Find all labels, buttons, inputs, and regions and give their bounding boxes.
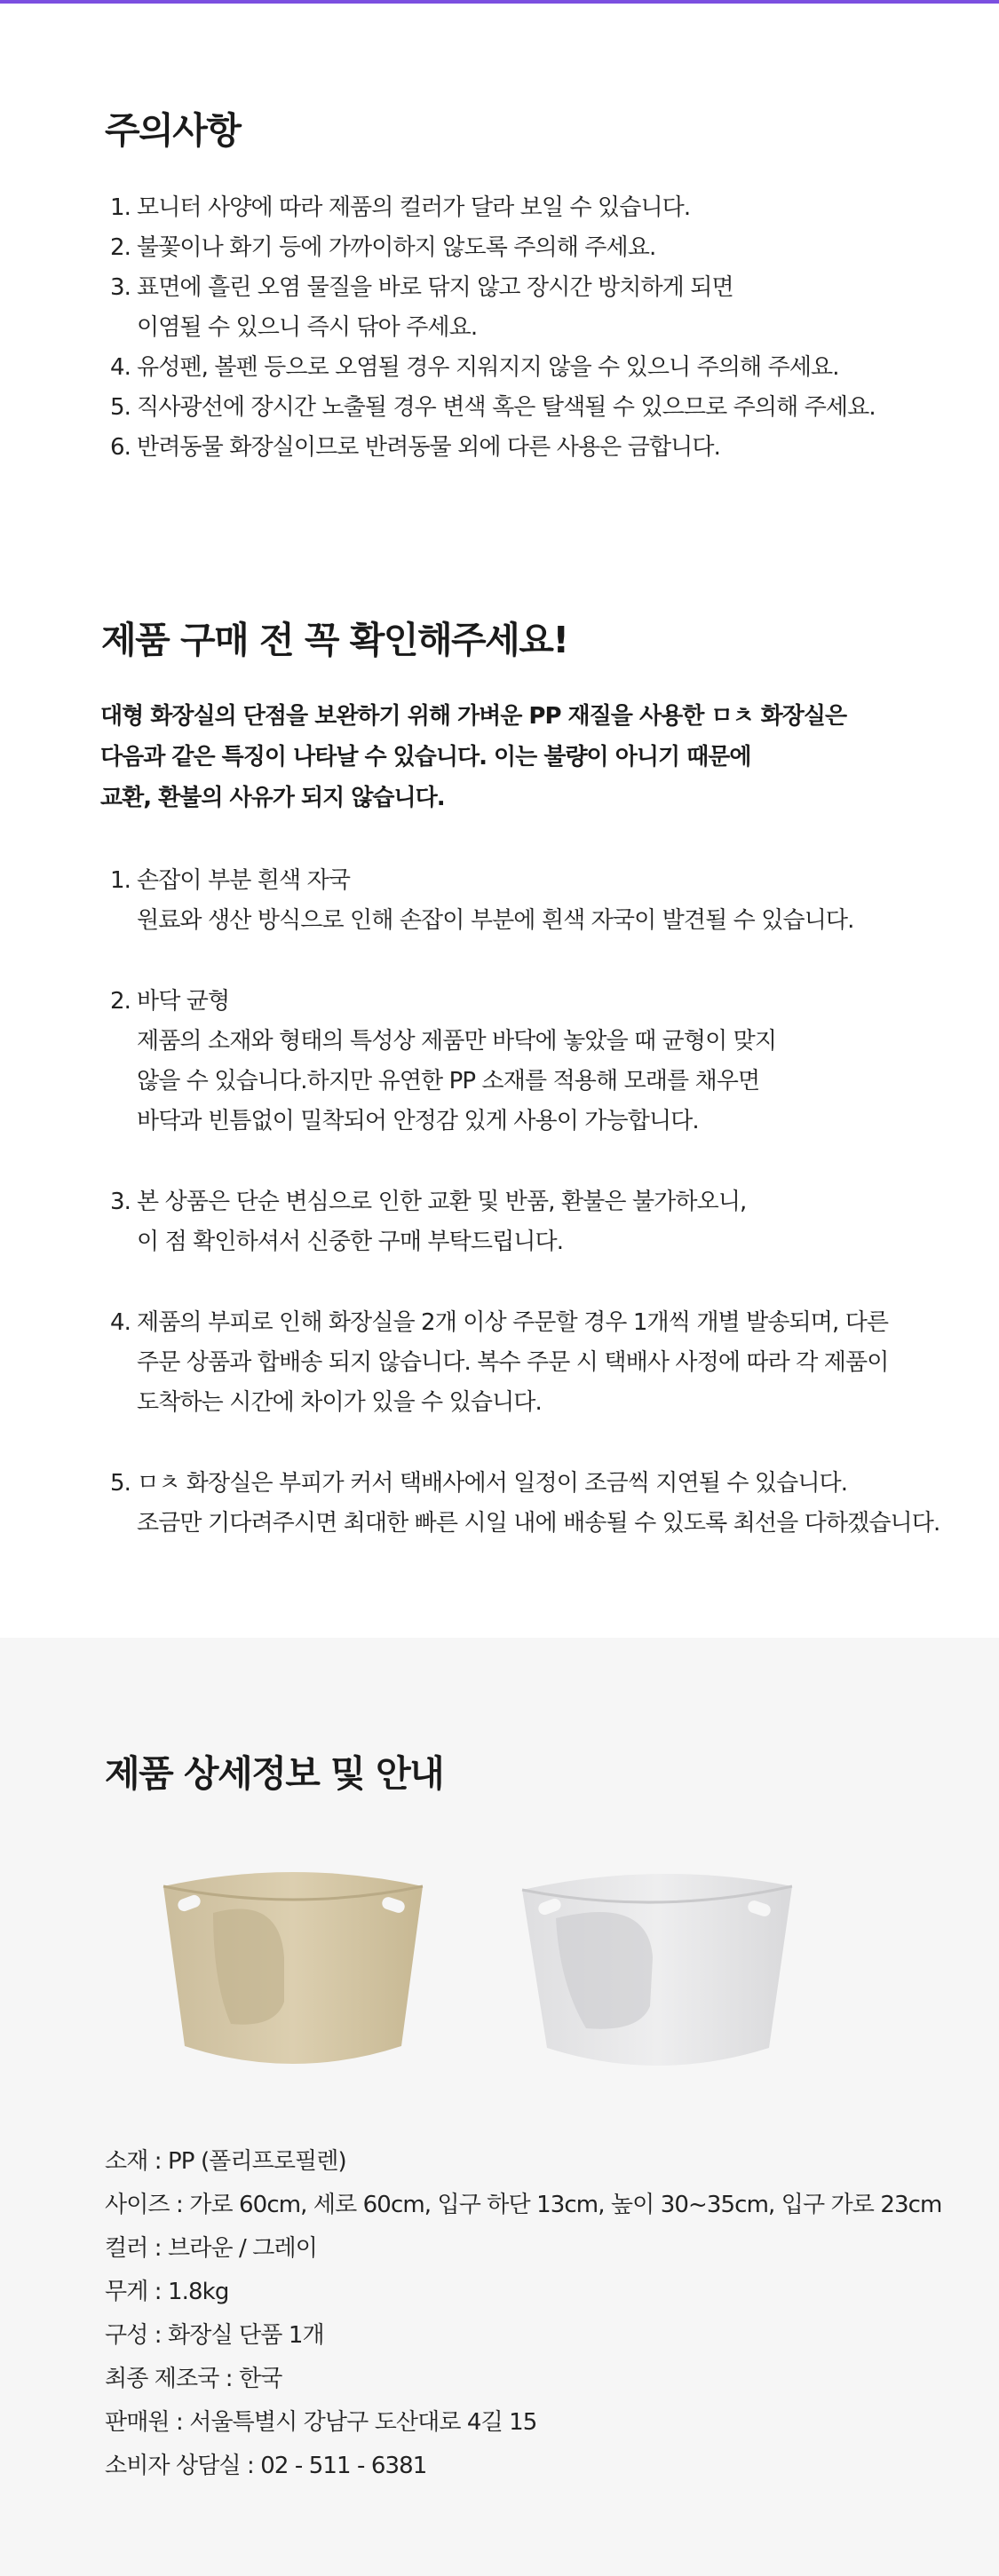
caution-item: [110, 388, 876, 428]
spec-line: 컬러 : 브라운 / 그레이: [105, 2235, 317, 2262]
purchase-check-item: [110, 861, 940, 941]
cautions-title: 주의사항: [105, 109, 241, 152]
product-images: [151, 1860, 879, 2082]
caution-item: [110, 348, 876, 388]
product-specs: [105, 2140, 941, 2488]
caution-and-purchase-section: [0, 4, 999, 1638]
check-text: 제품의 부피로 인해 화장실을 2개 이상 주문할 경우 1개씩 개별 발송되며, 다른: [137, 1309, 889, 1336]
check-number: 4.: [110, 1309, 131, 1336]
caution-number: 1.: [110, 194, 131, 221]
intro-line: 대형 화장실의 단점을 보완하기 위해 가벼운 PP 재질을 사용한 ㅁㅊ 화장실은: [100, 703, 847, 730]
check-line: [110, 1062, 940, 1102]
check-text: 이 점 확인하셔서 신중한 구매 부탁드립니다.: [137, 1229, 564, 1255]
caution-text: 유성펜, 볼펜 등으로 오염될 경우 지워지지 않을 수 있으니 주의해 주세요.: [137, 354, 839, 381]
caution-text: 모니터 사양에 따라 제품의 컬러가 달라 보일 수 있습니다.: [137, 194, 691, 221]
check-text: 바닥 균형: [137, 988, 230, 1015]
check-line: [110, 1464, 940, 1504]
details-title: 제품 상세정보 및 안내: [105, 1752, 444, 1795]
caution-text: 이염될 수 있으니 즉시 닦아 주세요.: [137, 314, 478, 341]
purchase-check-item: [110, 982, 940, 1142]
spec-line: 무게 : 1.8kg: [105, 2279, 229, 2305]
caution-number: 2.: [110, 234, 131, 261]
check-number: 3.: [110, 1189, 131, 1215]
caution-text: 직사광선에 장시간 노출될 경우 변색 혹은 탈색될 수 있으므로 주의해 주세요.: [137, 394, 876, 421]
check-text: 주문 상품과 합배송 되지 않습니다. 복수 주문 시 택배사 사정에 따라 각 제품이: [137, 1349, 889, 1376]
cautions-list: [110, 188, 876, 468]
intro-line: 교환, 환불의 사유가 되지 않습니다.: [100, 785, 445, 811]
check-line: [110, 901, 940, 941]
check-text: 원료와 생산 방식으로 인해 손잡이 부분에 흰색 자국이 발견될 수 있습니다.: [137, 907, 854, 934]
caution-text: 표면에 흘린 오염 물질을 바로 닦지 않고 장시간 방치하게 되면: [137, 274, 733, 301]
spec-line: 소재 : PP (폴리프로필렌): [105, 2148, 346, 2175]
purchase-check-item: [110, 1464, 940, 1544]
caution-item: [110, 428, 876, 468]
caution-text: 반려동물 화장실이므로 반려동물 외에 다른 사용은 금합니다.: [137, 434, 720, 461]
check-text: 않을 수 있습니다.하지만 유연한 PP 소재를 적용해 모래를 채우면: [137, 1068, 760, 1094]
caution-number: 6.: [110, 434, 131, 461]
spec-line: 구성 : 화장실 단품 1개: [105, 2322, 324, 2349]
check-line: [110, 1504, 940, 1544]
check-text: 도착하는 시간에 차이가 있을 수 있습니다.: [137, 1389, 542, 1416]
caution-number: 4.: [110, 354, 131, 381]
spec-line: 사이즈 : 가로 60cm, 세로 60cm, 입구 하단 13cm, 높이 30~35cm, 입구 가로 23cm: [105, 2192, 942, 2218]
spec-line: 소비자 상담실 : 02 - 511 - 6381: [105, 2453, 427, 2479]
check-number: 2.: [110, 988, 131, 1015]
caution-item: [110, 268, 876, 348]
purchase-check-item: [110, 1303, 940, 1423]
check-number: 5.: [110, 1470, 131, 1497]
caution-item: [110, 188, 876, 228]
spec-line: 판매원 : 서울특별시 강남구 도산대로 4길 15: [105, 2409, 537, 2436]
check-line: [110, 1022, 940, 1062]
brown-litter-box-image: [151, 1860, 435, 2082]
caution-text: 불꽃이나 화기 등에 가까이하지 않도록 주의해 주세요.: [137, 234, 656, 261]
check-text: 본 상품은 단순 변심으로 인한 교환 및 반품, 환불은 불가하오니,: [137, 1189, 747, 1215]
purchase-intro: [100, 696, 953, 818]
check-line: [110, 1222, 940, 1262]
purchase-check-item: [110, 1182, 940, 1262]
product-details-section: [0, 1638, 999, 2576]
check-line: [110, 861, 940, 901]
spec-line: 최종 제조국 : 한국: [105, 2366, 282, 2392]
check-line: [110, 1102, 940, 1142]
check-line: [110, 982, 940, 1022]
check-number: 1.: [110, 867, 131, 894]
check-text: 제품의 소재와 형태의 특성상 제품만 바닥에 놓았을 때 균형이 맞지: [137, 1028, 777, 1055]
check-text: 조금만 기다려주시면 최대한 빠른 시일 내에 배송될 수 있도록 최선을 다하겠습니다.: [137, 1510, 940, 1537]
check-line: [110, 1182, 940, 1222]
intro-line: 다음과 같은 특징이 나타날 수 있습니다. 이는 불량이 아니기 때문에: [100, 744, 751, 770]
check-text: ㅁㅊ 화장실은 부피가 커서 택배사에서 일정이 조금씩 지연될 수 있습니다.: [137, 1470, 848, 1497]
check-text: 바닥과 빈틈없이 밀착되어 안정감 있게 사용이 가능합니다.: [137, 1108, 699, 1134]
check-text: 손잡이 부분 흰색 자국: [137, 867, 351, 894]
purchase-check-title: 제품 구매 전 꼭 확인해주세요!: [101, 619, 568, 661]
gray-litter-box-image: [515, 1860, 799, 2082]
check-line: [110, 1383, 940, 1423]
caution-item: [110, 228, 876, 268]
caution-number: 5.: [110, 394, 131, 421]
check-line: [110, 1303, 940, 1343]
purchase-check-list: [110, 861, 940, 1584]
check-line: [110, 1343, 940, 1383]
caution-number: 3.: [110, 274, 131, 301]
